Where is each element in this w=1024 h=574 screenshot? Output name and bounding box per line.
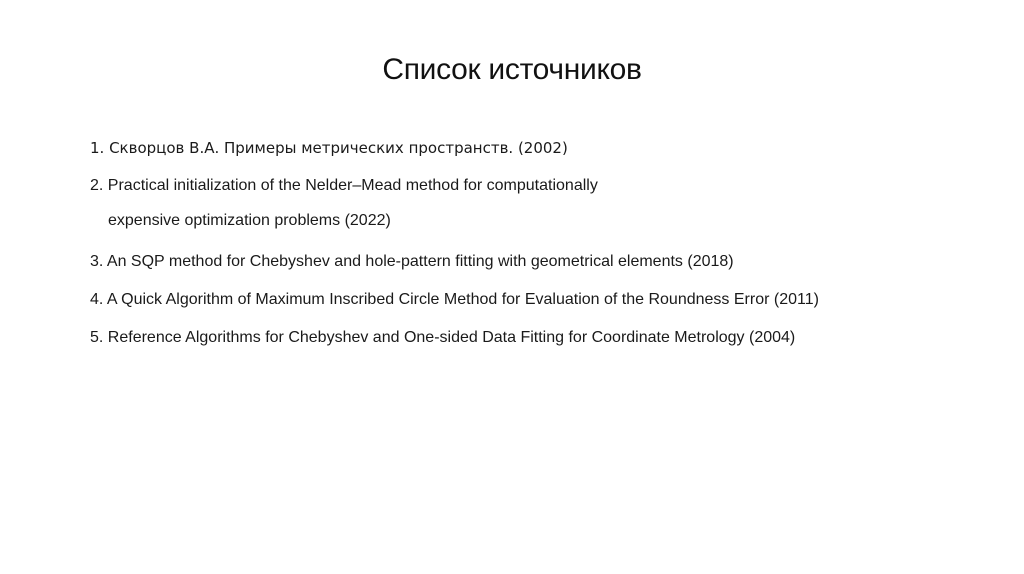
reference-item-3: 3. An SQP method for Chebyshev and hole-pattern fitting with geometrical elements (2018)	[90, 253, 734, 270]
reference-item-1: 1. Скворцов В.А. Примеры метрических пространств. (2002)	[90, 139, 568, 157]
slide-title: Список источников	[382, 53, 642, 86]
reference-item-2: 2. Practical initialization of the Nelder–Mead method for computationally	[90, 177, 598, 194]
reference-item-2-continuation: expensive optimization problems (2022)	[108, 212, 391, 229]
reference-item-5: 5. Reference Algorithms for Chebyshev and One-sided Data Fitting for Coordinate Metrology (2004)	[90, 329, 796, 346]
reference-item-4: 4. A Quick Algorithm of Maximum Inscribed Circle Method for Evaluation of the Roundness Error (2011)	[90, 291, 819, 308]
